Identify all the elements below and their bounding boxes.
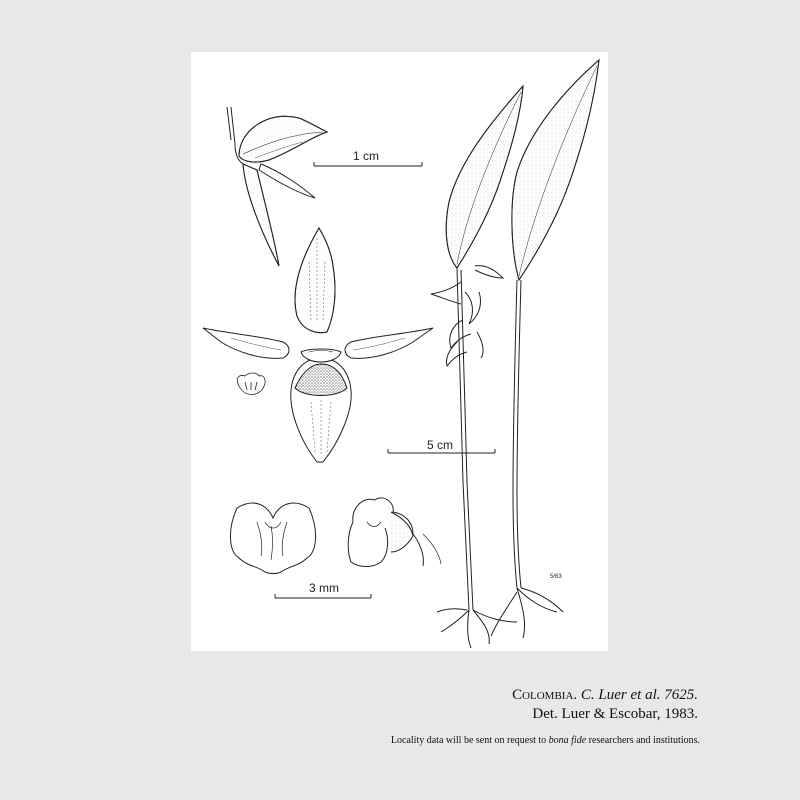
specimen-citation: [512, 686, 698, 705]
scale-label-1cm: 1 cm: [353, 149, 380, 163]
determination-line: Det. Luer & Escobar, 1983.: [532, 706, 698, 722]
plant-habit: [431, 60, 599, 648]
botanical-plate: [191, 52, 608, 651]
synsepal: [291, 349, 351, 462]
lip-front-view: [230, 503, 315, 573]
note-before: Locality data will be sent on request to: [390, 735, 547, 746]
note-emphasis: bona fide: [548, 735, 587, 746]
artist-mark: 5/63: [550, 574, 562, 580]
scale-label-3mm: 3 mm: [309, 581, 339, 595]
locality-note: [391, 735, 700, 746]
column-side-view: [348, 498, 441, 567]
scale-label-5cm: 5 cm: [427, 438, 454, 452]
note-after: researchers and institutions.: [588, 735, 700, 746]
country-label: Colombia.: [512, 687, 578, 703]
column-detail-small: [237, 373, 265, 395]
collection-number: 7625.: [664, 687, 698, 703]
plate-drawing: [191, 52, 608, 651]
dorsal-sepal: [295, 228, 335, 333]
collector-label: C. Luer et al.: [580, 687, 661, 703]
